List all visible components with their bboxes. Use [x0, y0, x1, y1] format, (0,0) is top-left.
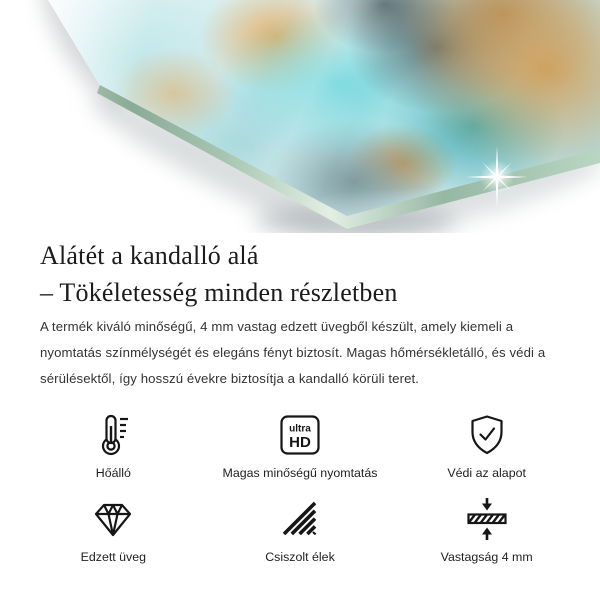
feature-label: Védi az alapot	[447, 466, 526, 480]
shield-check-icon	[465, 412, 509, 458]
feature-polished-edges	[265, 496, 335, 564]
product-description: A termék kiváló minőségű, 4 mm vastag edzett üvegből készült, amely kiemeli a nyomtatás színmélységét és elegáns fényt biztosít. Magas hőmérsékletálló, és védi a sérülésektől, így hosszú évekre biztosítja a kandalló körüli teret.	[40, 319, 546, 386]
page-title	[40, 237, 560, 311]
thermometer-heat-icon	[93, 412, 133, 458]
svg-text:ultra: ultra	[289, 423, 311, 435]
diamond-icon	[91, 496, 135, 542]
ultra-hd-badge-icon	[278, 412, 322, 458]
feature-thickness	[441, 496, 533, 564]
feature-label: Magas minőségű nyomtatás	[222, 466, 378, 480]
polished-edges-icon	[280, 496, 320, 542]
feature-label: Hőálló	[95, 466, 131, 480]
feature-grid	[20, 412, 580, 564]
feature-protects-base	[447, 412, 526, 480]
feature-label: Vastagság 4 mm	[440, 550, 533, 564]
product-image	[0, 0, 600, 233]
feature-label: Csiszolt élek	[265, 550, 335, 564]
thickness-compress-icon	[465, 496, 509, 542]
feature-tempered-glass	[81, 496, 146, 564]
feature-print-quality	[223, 412, 378, 480]
feature-label: Edzett üveg	[80, 550, 147, 564]
page-title-line1: Alátét a kandalló alá	[40, 241, 259, 270]
sparkle-highlight-icon	[465, 145, 529, 209]
svg-text:HD: HD	[289, 434, 311, 451]
page-title-line2: – Tökéletesség minden részletben	[40, 278, 398, 307]
feature-heat-resistant	[93, 412, 133, 480]
